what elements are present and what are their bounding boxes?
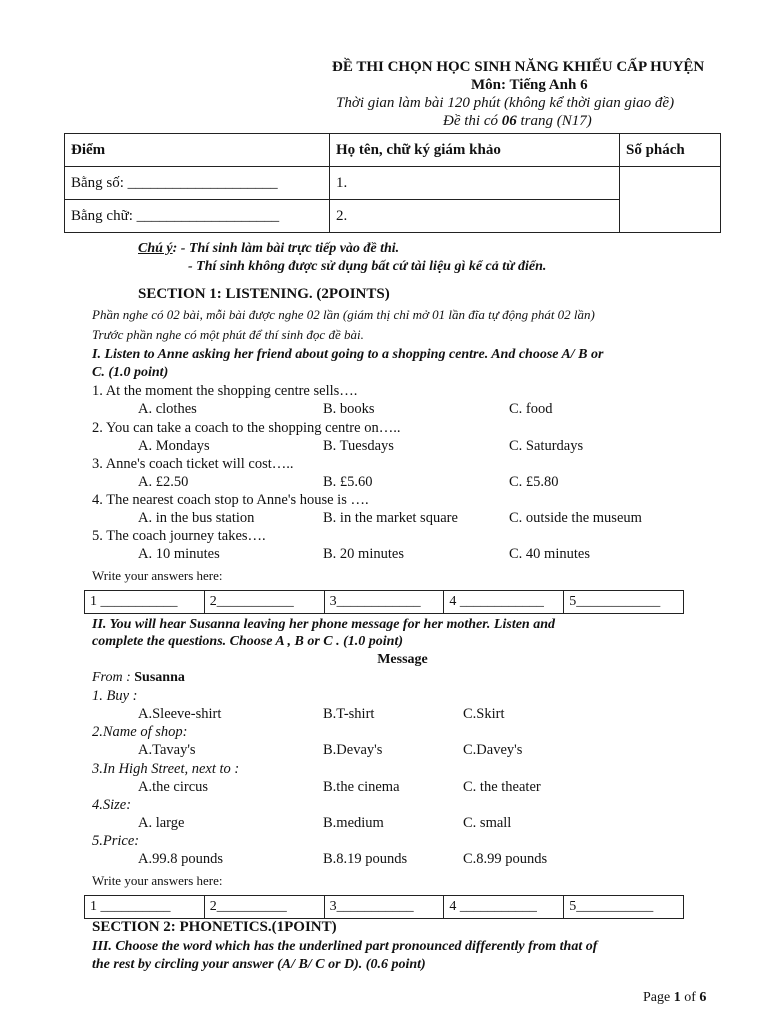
option-b[interactable]: B.medium — [323, 815, 384, 831]
page-total: 6 — [699, 990, 707, 1005]
note-label: Chú ý — [138, 241, 173, 256]
option-a[interactable]: A. in the bus station — [138, 510, 255, 526]
answer-table-2 — [84, 895, 684, 919]
part3-title-b: the rest by circling your answer (A/ B/ C or D). (0.6 point) — [92, 957, 426, 972]
option-c[interactable]: C. outside the museum — [509, 510, 642, 526]
question-text: 2.Name of shop: — [92, 724, 188, 740]
answer-cell[interactable]: 2___________ — [204, 591, 324, 614]
code-header: Số phách — [620, 134, 721, 167]
question-text: 5. The coach journey takes…. — [92, 528, 266, 544]
answer-cell[interactable]: 5____________ — [564, 591, 684, 614]
option-b[interactable]: B.Devay's — [323, 742, 383, 758]
pages-count: 06 — [501, 113, 517, 129]
option-b[interactable]: B.8.19 pounds — [323, 851, 408, 867]
score-header: Điểm — [65, 134, 330, 167]
answer-cell[interactable]: 3____________ — [324, 591, 444, 614]
from-line — [92, 670, 185, 686]
answer-cell[interactable]: 4 ___________ — [444, 896, 564, 919]
part3-title-a: III. Choose the word which has the underlined part pronounced differently from that of — [92, 939, 598, 954]
time-line: Thời gian làm bài 120 phút (không kể thời gian giao đề) — [336, 95, 675, 111]
option-b[interactable]: B. Tuesdays — [323, 438, 394, 454]
note-line-1 — [138, 241, 399, 257]
answer-table-1 — [84, 590, 684, 614]
option-b[interactable]: B.T-shirt — [323, 706, 375, 722]
page-number: 1 — [673, 990, 681, 1005]
section1-intro-1: Phần nghe có 02 bài, mỗi bài được nghe 02 lần (giám thị chỉ mở 01 lần đĩa tự động phát 02 lần) — [92, 307, 595, 322]
examiner-2[interactable]: 2. — [330, 200, 620, 233]
note-text-1: : - Thí sinh làm bài trực tiếp vào đề thi. — [172, 241, 400, 256]
part2-title-b: complete the questions. Choose A , B or C . (1.0 point) — [92, 634, 404, 649]
pages-suffix: trang (N17) — [516, 113, 592, 129]
examiner-1[interactable]: 1. — [330, 167, 620, 200]
option-c[interactable]: C. £5.80 — [509, 474, 559, 490]
subject-line: Môn: Tiếng Anh 6 — [471, 77, 588, 93]
page-prefix: Page — [643, 990, 674, 1005]
section1-intro-2: Trước phần nghe có một phút để thí sinh đọc đề bài. — [92, 327, 364, 342]
part1-title-a: I. Listen to Anne asking her friend about going to a shopping centre. And choose A/ B or — [92, 347, 604, 362]
question-text: 4. The nearest coach stop to Anne's house is …. — [92, 492, 369, 508]
option-a[interactable]: A. £2.50 — [138, 474, 189, 490]
option-b[interactable]: B. £5.60 — [323, 474, 373, 490]
score-by-words[interactable]: Bằng chữ: ___________________ — [65, 200, 330, 233]
exam-title: ĐỀ THI CHỌN HỌC SINH NĂNG KHIẾU CẤP HUYỆN — [332, 59, 705, 75]
option-c[interactable]: C. small — [463, 815, 512, 831]
option-c[interactable]: C. 40 minutes — [509, 546, 590, 562]
from-name: Susanna — [134, 670, 185, 685]
option-b[interactable]: B.the cinema — [323, 779, 400, 795]
part2-title-a: II. You will hear Susanna leaving her phone message for her mother. Listen and — [92, 617, 555, 632]
answer-cell[interactable]: 4 ____________ — [444, 591, 564, 614]
option-c[interactable]: C.Skirt — [463, 706, 505, 722]
question-text: 1. At the moment the shopping centre sells…. — [92, 383, 358, 399]
option-c[interactable]: C. the theater — [463, 779, 541, 795]
question-text: 1. Buy : — [92, 688, 138, 704]
examiner-header: Họ tên, chữ ký giám khảo — [330, 134, 620, 167]
page-footer — [643, 990, 706, 1006]
option-c[interactable]: C.Davey's — [463, 742, 523, 758]
question-text: 3.In High Street, next to : — [92, 761, 240, 777]
answer-cell[interactable]: 1 ___________ — [85, 591, 205, 614]
option-a[interactable]: A. Mondays — [138, 438, 210, 454]
option-a[interactable]: A.99.8 pounds — [138, 851, 223, 867]
option-c[interactable]: C. Saturdays — [509, 438, 584, 454]
option-c[interactable]: C. food — [509, 401, 553, 417]
score-table — [64, 133, 721, 233]
pages-line — [443, 113, 592, 130]
question-text: 4.Size: — [92, 797, 132, 813]
answer-cell[interactable]: 1 __________ — [85, 896, 205, 919]
score-by-number[interactable]: Bằng số: ____________________ — [65, 167, 330, 200]
write-answers-label: Write your answers here: — [92, 568, 223, 583]
answer-cell[interactable]: 5___________ — [564, 896, 684, 919]
page-mid: of — [680, 990, 700, 1005]
option-a[interactable]: A.Tavay's — [138, 742, 196, 758]
option-c[interactable]: C.8.99 pounds — [463, 851, 548, 867]
option-b[interactable]: B. in the market square — [323, 510, 458, 526]
message-title: Message — [377, 652, 428, 667]
code-cell — [620, 167, 721, 233]
section2-title: SECTION 2: PHONETICS.(1POINT) — [92, 919, 337, 935]
option-a[interactable]: A.the circus — [138, 779, 209, 795]
from-label: From : — [92, 670, 135, 685]
option-a[interactable]: A. clothes — [138, 401, 197, 417]
option-b[interactable]: B. 20 minutes — [323, 546, 404, 562]
question-text: 3. Anne's coach ticket will cost….. — [92, 456, 294, 472]
option-a[interactable]: A.Sleeve-shirt — [138, 706, 222, 722]
pages-prefix: Đề thi có — [443, 113, 502, 129]
question-text: 5.Price: — [92, 833, 140, 849]
option-a[interactable]: A. large — [138, 815, 185, 831]
section1-title: SECTION 1: LISTENING. (2POINTS) — [138, 286, 390, 302]
write-answers-label-2: Write your answers here: — [92, 873, 223, 888]
question-text: 2. You can take a coach to the shopping centre on….. — [92, 420, 401, 436]
part1-title-b: C. (1.0 point) — [92, 365, 169, 380]
answer-cell[interactable]: 2__________ — [204, 896, 324, 919]
answer-cell[interactable]: 3___________ — [324, 896, 444, 919]
option-b[interactable]: B. books — [323, 401, 375, 417]
note-line-2: - Thí sinh không được sử dụng bất cứ tài liệu gì kể cả từ điển. — [188, 259, 547, 274]
option-a[interactable]: A. 10 minutes — [138, 546, 220, 562]
